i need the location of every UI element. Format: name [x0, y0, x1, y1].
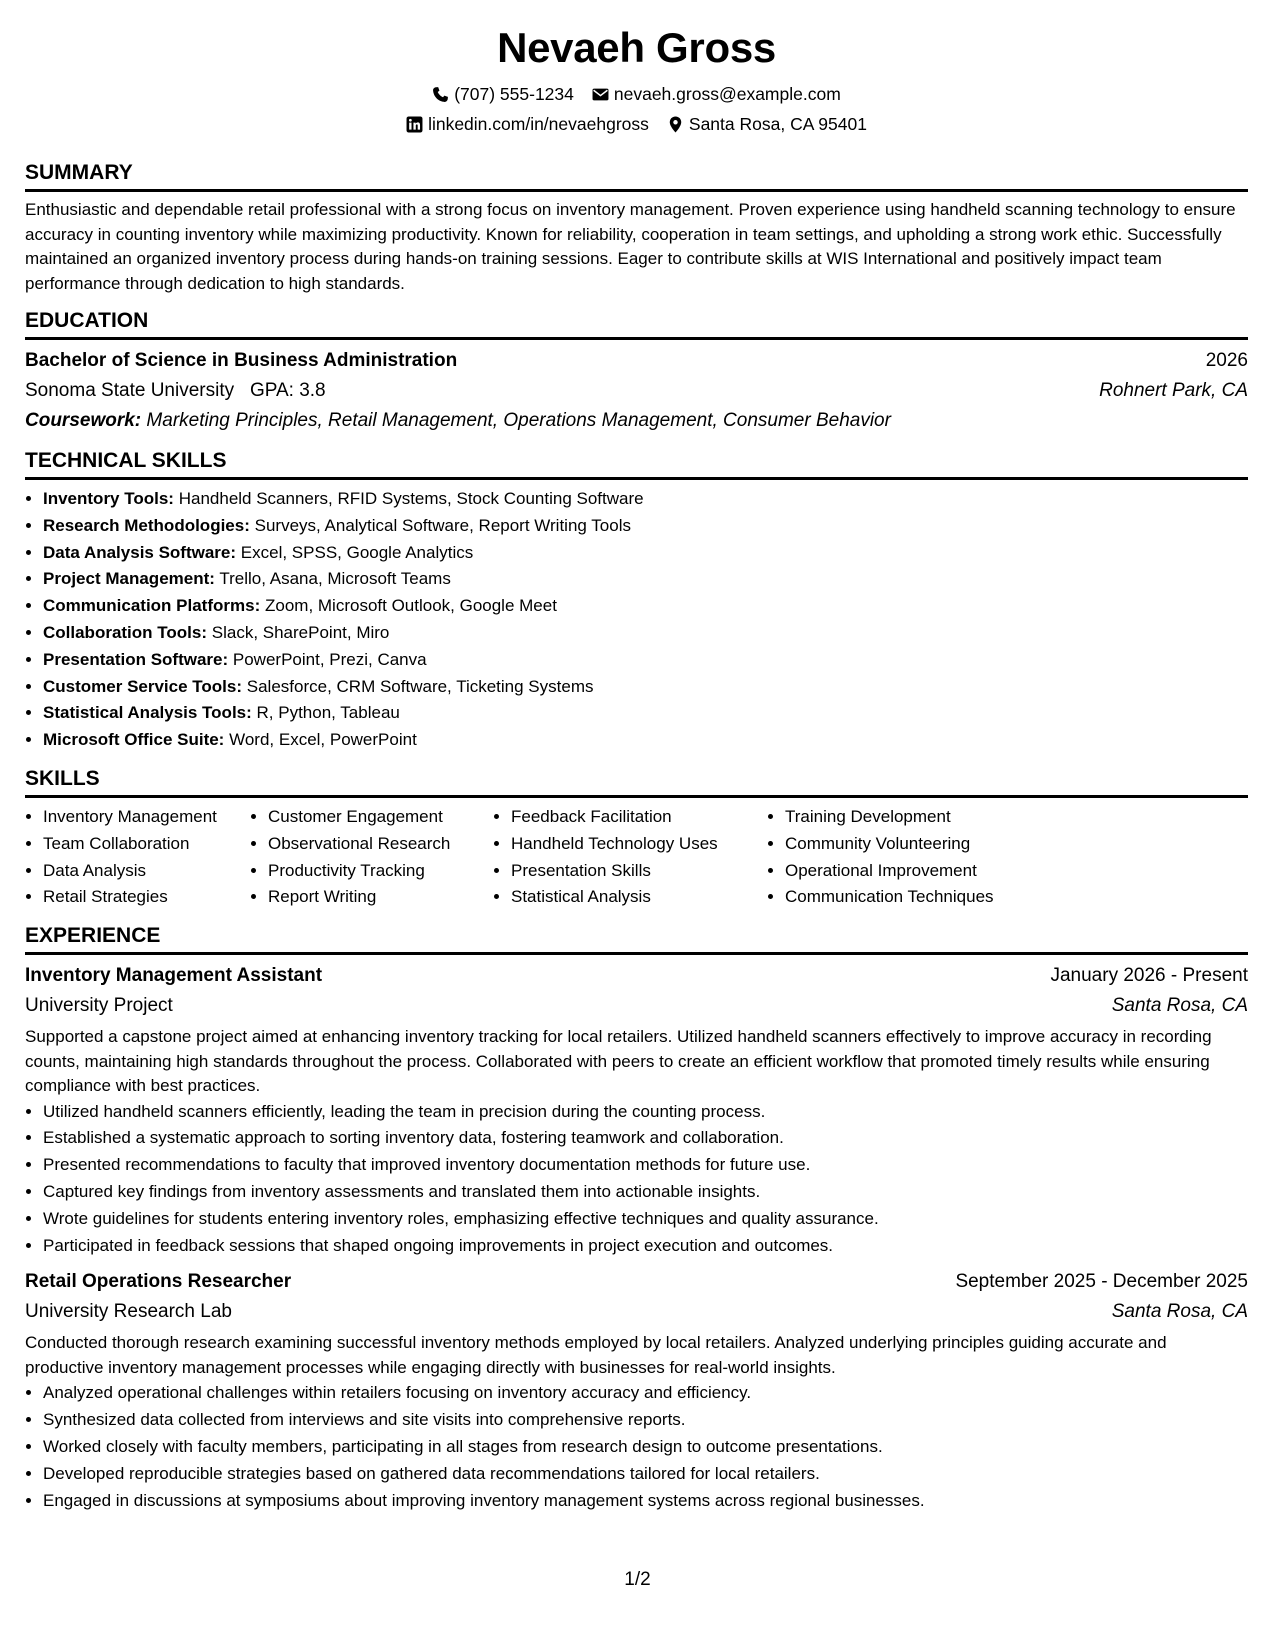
list-item	[43, 486, 1248, 513]
section-title: SKILLS	[25, 764, 1248, 798]
skill-value: Trello, Asana, Microsoft Teams	[219, 569, 451, 589]
list-item: • Community Volunteering	[785, 831, 1085, 858]
list-item: • Synthesized data collected from interviews and site visits into comprehensive reports.	[43, 1407, 1248, 1434]
location-text: Santa Rosa, CA 95401	[688, 114, 867, 134]
list-item	[43, 620, 1248, 647]
list-item: • Productivity Tracking	[268, 858, 493, 885]
list-item: • Wrote guidelines for students entering inventory roles, emphasizing effective techniques and quality assurance.	[43, 1206, 1248, 1233]
list-item: • Observational Research	[268, 831, 493, 858]
phone-icon	[432, 86, 449, 103]
skill-label: Research Methodologies:	[43, 515, 250, 535]
list-item: • Utilized handheld scanners efficiently, leading the team in precision during the counting process.	[43, 1099, 1248, 1126]
list-item	[43, 700, 1248, 727]
resume-page	[25, 18, 1248, 1514]
skill-label: Presentation Software:	[43, 649, 229, 669]
education-section	[25, 306, 1248, 436]
gpa: GPA: 3.8	[249, 380, 326, 401]
list-item: • Presentation Skills	[511, 858, 767, 885]
job-title: Retail Operations Researcher	[25, 1271, 292, 1293]
experience-entry	[25, 961, 1248, 1259]
linkedin-icon	[406, 116, 423, 133]
contact-phone	[432, 80, 574, 108]
contact-row-1	[25, 80, 1248, 108]
list-item	[43, 566, 1248, 593]
list-item: • Analyzed operational challenges within retailers focusing on inventory accuracy and efficiency.	[43, 1380, 1248, 1407]
list-item: • Presented recommendations to faculty that improved inventory documentation methods for future use.	[43, 1152, 1248, 1179]
skill-label: Communication Platforms:	[43, 596, 261, 616]
list-item: • Report Writing	[268, 884, 493, 911]
skills-column	[25, 804, 250, 911]
envelope-icon	[592, 86, 609, 103]
skill-value: Excel, SPSS, Google Analytics	[240, 542, 474, 562]
section-title: EXPERIENCE	[25, 921, 1248, 955]
skill-value: Zoom, Microsoft Outlook, Google Meet	[264, 596, 557, 616]
list-item: • Worked closely with faculty members, participating in all stages from research design to outcome presentations.	[43, 1434, 1248, 1461]
job-title-row	[25, 1267, 1248, 1297]
coursework-row	[25, 406, 1248, 436]
skill-label: Collaboration Tools:	[43, 622, 208, 642]
list-item: • Handheld Technology Uses	[511, 831, 767, 858]
technical-skills-section	[25, 446, 1248, 754]
contact-email[interactable]	[592, 80, 841, 108]
contact-location	[667, 110, 867, 138]
coursework-list: Marketing Principles, Retail Management, Operations Management, Consumer Behavior	[146, 410, 891, 431]
email-link[interactable]: nevaeh.gross@example.com	[613, 84, 841, 104]
skill-value: Slack, SharePoint, Miro	[211, 622, 390, 642]
list-item: • Operational Improvement	[785, 858, 1085, 885]
list-item: • Feedback Facilitation	[511, 804, 767, 831]
list-item	[43, 540, 1248, 567]
list-item: • Statistical Analysis	[511, 884, 767, 911]
skill-label: Data Analysis Software:	[43, 542, 237, 562]
job-location: Santa Rosa, CA	[1111, 995, 1248, 1017]
phone-text: (707) 555-1234	[454, 84, 574, 104]
technical-skills-list	[25, 486, 1248, 754]
education-school-row	[25, 376, 1248, 406]
job-bullets	[25, 1380, 1248, 1514]
list-item: • Communication Techniques	[785, 884, 1085, 911]
job-location: Santa Rosa, CA	[1111, 1301, 1248, 1323]
contact-linkedin[interactable]	[406, 110, 649, 138]
skills-grid	[25, 804, 1248, 911]
degree-name: Bachelor of Science in Business Administration	[25, 350, 458, 371]
skills-column	[250, 804, 493, 911]
skill-label: Inventory Tools:	[43, 489, 174, 508]
skill-label: Statistical Analysis Tools:	[43, 703, 252, 723]
job-title: Inventory Management Assistant	[25, 965, 323, 987]
list-item	[43, 513, 1248, 540]
skill-value: PowerPoint, Prezi, Canva	[232, 649, 427, 669]
job-organization: University Research Lab	[25, 1301, 232, 1323]
job-org-row	[25, 991, 1248, 1021]
graduation-year: 2026	[1205, 350, 1248, 371]
list-item: • Training Development	[785, 804, 1085, 831]
section-title: SUMMARY	[25, 158, 1248, 192]
skill-label: Customer Service Tools:	[43, 676, 243, 696]
experience-section	[25, 921, 1248, 1514]
skills-section	[25, 764, 1248, 911]
list-item: • Developed reproducible strategies based on gathered data recommendations tailored for local retailers.	[43, 1461, 1248, 1488]
skill-value: R, Python, Tableau	[256, 703, 400, 723]
summary-section	[25, 158, 1248, 296]
list-item: • Engaged in discussions at symposiums about improving inventory management systems across regional businesses.	[43, 1488, 1248, 1515]
summary-text: Enthusiastic and dependable retail professional with a strong focus on inventory management. Proven experience using handheld scanning technology to ensure accuracy in counting inventory while maximizing productivity. Known for reliability, cooperation in team settings, and upholding a strong work ethic. Successfully maintained an organized inventory process during hands-on training sessions. Eager to contribute skills at WIS International and positively impact team performance through dedication to high standards.	[25, 200, 1236, 293]
linkedin-link[interactable]: linkedin.com/in/nevaehgross	[428, 114, 649, 134]
job-dates: January 2026 - Present	[1050, 965, 1248, 987]
resume-header	[25, 18, 1248, 138]
list-item: • Inventory Management	[43, 804, 250, 831]
page-number: 1/2	[624, 1569, 651, 1590]
job-title-row	[25, 961, 1248, 991]
skill-label: Project Management:	[43, 569, 215, 589]
job-summary: Supported a capstone project aimed at enhancing inventory tracking for local retailers. Utilized handheld scanners effectively to improve accuracy in recording counts, maintaining high standards throughout the process. Collaborated with peers to create an efficient workflow that promoted timely results while ensuring compliance with best practices.	[25, 1027, 1212, 1096]
list-item	[43, 593, 1248, 620]
skill-value: Salesforce, CRM Software, Ticketing Systems	[246, 676, 594, 696]
job-organization: University Project	[25, 995, 173, 1017]
coursework-label: Coursework:	[25, 410, 142, 431]
skill-label: Microsoft Office Suite:	[43, 730, 225, 750]
skill-value: Handheld Scanners, RFID Systems, Stock Counting Software	[178, 489, 644, 508]
skills-column	[493, 804, 767, 911]
list-item: • Team Collaboration	[43, 831, 250, 858]
skills-column	[767, 804, 1085, 911]
list-item	[43, 647, 1248, 674]
job-summary: Conducted thorough research examining successful inventory methods employed by local retailers. Analyzed underlying principles guiding accurate and productive inventory management processes while engaging directly with businesses for real-world insights.	[25, 1333, 1167, 1377]
job-dates: September 2025 - December 2025	[955, 1271, 1248, 1293]
list-item	[43, 727, 1248, 754]
skill-value: Surveys, Analytical Software, Report Writing Tools	[254, 515, 631, 535]
list-item: • Established a systematic approach to sorting inventory data, fostering teamwork and collaboration.	[43, 1125, 1248, 1152]
education-degree-row	[25, 346, 1248, 376]
job-bullets	[25, 1099, 1248, 1260]
candidate-name: Nevaeh Gross	[497, 24, 776, 71]
list-item	[43, 674, 1248, 701]
job-org-row	[25, 1297, 1248, 1327]
section-title: EDUCATION	[25, 306, 1248, 340]
school-name: Sonoma State University	[25, 380, 235, 401]
skill-value: Word, Excel, PowerPoint	[229, 730, 417, 750]
list-item: • Retail Strategies	[43, 884, 250, 911]
list-item: • Data Analysis	[43, 858, 250, 885]
list-item: • Captured key findings from inventory assessments and translated them into actionable insights.	[43, 1179, 1248, 1206]
experience-entry	[25, 1267, 1248, 1514]
section-title: TECHNICAL SKILLS	[25, 446, 1248, 480]
school-info	[25, 376, 326, 406]
map-pin-icon	[667, 116, 684, 133]
list-item: • Participated in feedback sessions that shaped ongoing improvements in project execution and outcomes.	[43, 1233, 1248, 1260]
school-location: Rohnert Park, CA	[1099, 380, 1248, 401]
contact-row-2	[25, 110, 1248, 138]
list-item: • Customer Engagement	[268, 804, 493, 831]
